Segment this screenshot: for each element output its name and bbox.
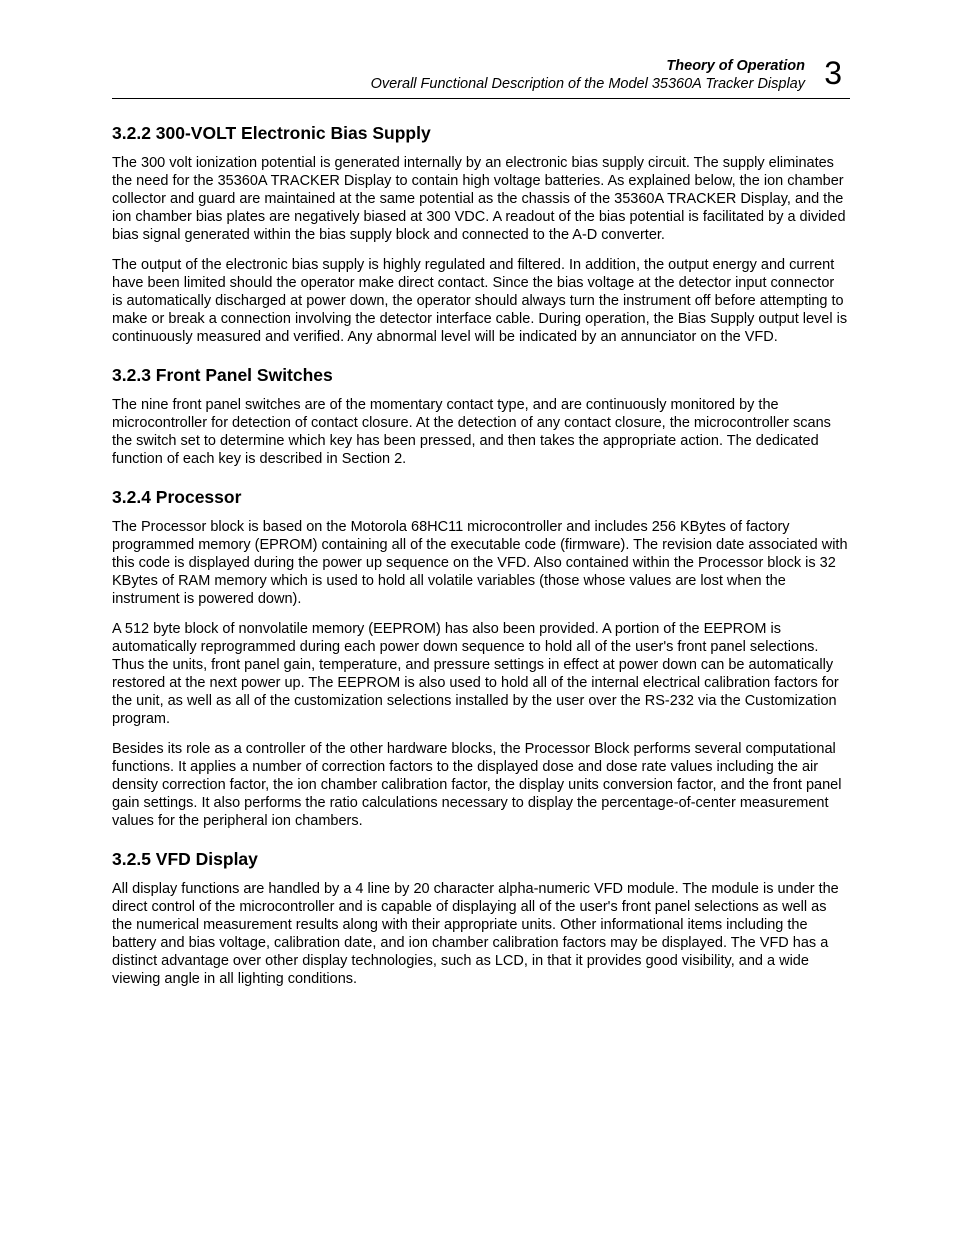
chapter-number: 3 (824, 55, 842, 91)
paragraph: A 512 byte block of nonvolatile memory (EEPROM) has also been provided. A portion of the EEPROM is automatically reprogrammed during each power down sequence to hold all of the user's front panel selections. Thus the units, front panel gain, temperature, and pressure settings in effect at power down can be automatically restored at the next power up. The EEPROM is also used to hold all of the internal electrical calibration factors for the unit, as well as all of the customization selections installed by the user over the RS-232 via the Customization program. (112, 621, 839, 727)
paragraph: The 300 volt ionization potential is generated internally by an electronic bias supply circuit. The supply eliminates the need for the 35360A TRACKER Display to contain high voltage batteries. As explained below, the ion chamber collector and guard are maintained at the same potential as the chassis of the 35360A TRACKER Display, and the ion chamber bias plates are negatively biased at 300 VDC. A readout of the bias potential is facilitated by a divided bias signal generated within the bias supply block and connected to the A-D converter. (112, 155, 846, 243)
section-bias-supply (112, 122, 848, 346)
section-processor (112, 486, 848, 830)
header-chapter-title: Theory of Operation (666, 58, 805, 74)
page-header (112, 54, 850, 99)
paragraph: Besides its role as a controller of the other hardware blocks, the Processor Block performs several computational functions. It applies a number of correction factors to the displayed dose and dose rate values including the air density correction factor, the ion chamber calibration factor, the display units conversion factor, and the front panel gain settings. It also performs the ratio calculations necessary to display the percentage-of-center measurement values for the peripheral ion chambers. (112, 741, 842, 829)
section-vfd-display (112, 848, 848, 988)
paragraph: The nine front panel switches are of the momentary contact type, and are continuously monitored by the microcontroller for detection of contact closure. At the detection of any contact closure, the microcontroller scans the switch set to determine which key has been pressed, and then takes the appropriate action. The dedicated function of each key is described in Section 2. (112, 397, 831, 467)
section-heading: 3.2.4 Processor (112, 487, 242, 507)
section-front-panel-switches (112, 364, 848, 468)
paragraph: The output of the electronic bias supply is highly regulated and filtered. In addition, the output energy and current have been limited should the operator make direct contact. Since the bias voltage at the detector input connector is automatically discharged at power down, the operator should always turn the instrument off before attempting to make or break a connection involving the detector interface cable. During operation, the Bias Supply output level is continuously measured and verified. Any abnormal level will be indicated by an annunciator on the VFD. (112, 257, 848, 345)
section-heading: 3.2.5 VFD Display (112, 849, 258, 869)
header-section-title: Overall Functional Description of the Model 35360A Tracker Display (370, 76, 805, 92)
paragraph: The Processor block is based on the Motorola 68HC11 microcontroller and includes 256 KBytes of factory programmed memory (EPROM) containing all of the executable code (firmware). The revision date associated with this code is displayed during the power up sequence on the VFD. Also contained within the Processor block is 32 KBytes of RAM memory which is used to hold all volatile variables (those whose values are lost when the instrument is powered down). (112, 519, 848, 607)
paragraph: All display functions are handled by a 4 line by 20 character alpha-numeric VFD module. The module is under the direct control of the microcontroller and is capable of displaying all of the user's front panel selections as well as the numerical measurement results along with their appropriate units. Other informational items including the battery and bias voltage, calibration date, and ion chamber calibration factors may be displayed. The VFD has a distinct advantage over other display technologies, such as LCD, in that it provides good visibility, and a wide viewing angle in all lighting conditions. (112, 881, 839, 987)
document-body (112, 122, 848, 1000)
section-heading: 3.2.3 Front Panel Switches (112, 365, 333, 385)
section-heading: 3.2.2 300-VOLT Electronic Bias Supply (112, 123, 431, 143)
header-text (371, 57, 805, 93)
